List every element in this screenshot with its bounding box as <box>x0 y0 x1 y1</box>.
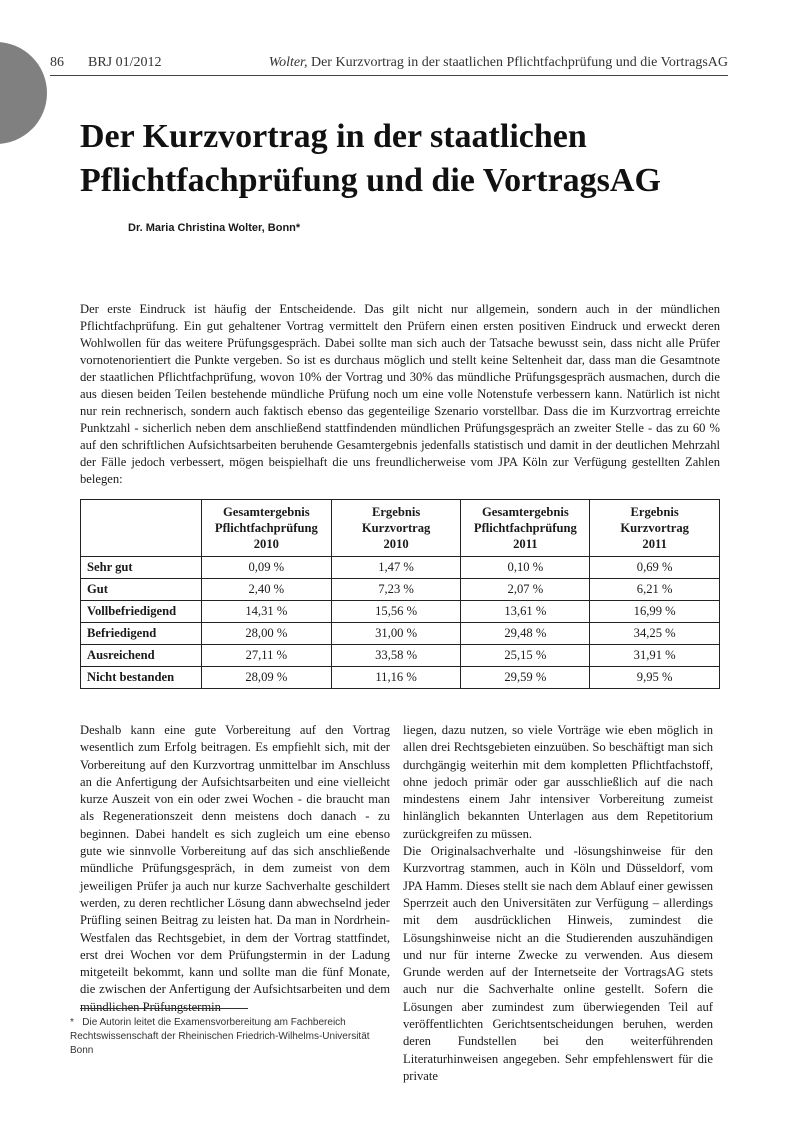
table-cell: 7,23 % <box>331 579 461 601</box>
header-talk-2011: Ergebnis Kurzvortrag 2011 <box>590 500 720 557</box>
header-talk-2010: Ergebnis Kurzvortrag 2010 <box>331 500 461 557</box>
table-row <box>81 645 720 667</box>
row-label: Nicht bestanden <box>81 667 202 689</box>
body-column-left: Deshalb kann eine gute Vorbereitung auf den Vortrag wesentlich zum Erfolg beitragen. Es empfiehlt sich, mit der Vorbereitung auf den Kurzvortrag unmittelbar im Anschluss an die Anfertigung der Aufsichtsarbeiten und eine vielleicht kurze Auszeit von ein oder zwei Wochen - die braucht man als Regenerationszeit denn meistens doch danach - zu beginnen. Dabei handelt es sich zugleich um eine ebenso gute wie sinnvolle Vorbereitung auf das sich anschließende mündliche Prüfungsgespräch, in dem zumeist von dem jeweiligen Prüfer ja auch nur kurze Sachverhalte geschildert werden, zu deren rechtlicher Lösung dann abwechselnd jeder Prüfling seinen Beitrag zu leisten hat. Da man in Nordrhein-Westfalen das Rechtsgebiet, in dem der Vortrag stattfindet, erst drei Wochen vor dem Prüfungstermin in der Ladung mitgeteilt bekommt, kann und sollte man die fünf Monate, die zwischen der Anfertigung der Aufsichtsarbeiten und dem mündlichen Prüfungstermin <box>80 723 390 1014</box>
right-paragraph-1: liegen, dazu nutzen, so viele Vorträge wie eben möglich in allen drei Rechtsgebieten einzuüben. So beschäftigt man sich durchgängig weiterhin mit dem kompletten Pflichtfachstoff, ohne jedoch primär oder gar ausschließlich auf die nach mindestens einem Jahr intensiver Vorbereitung zumeist hinlänglich bekannten Unterlagen aus dem Repetitorium zurückgreifen zu müssen. <box>403 723 713 841</box>
table-cell: 15,56 % <box>331 601 461 623</box>
table-cell: 0,09 % <box>201 557 331 579</box>
table-row <box>81 601 720 623</box>
article-title <box>80 115 740 203</box>
footnote-mark: * <box>70 1017 74 1028</box>
row-label: Sehr gut <box>81 557 202 579</box>
table-cell: 16,99 % <box>590 601 720 623</box>
table-cell: 33,58 % <box>331 645 461 667</box>
table-cell: 6,21 % <box>590 579 720 601</box>
table-cell: 1,47 % <box>331 557 461 579</box>
footnote-rule <box>80 1008 248 1009</box>
table-cell: 31,91 % <box>590 645 720 667</box>
table-cell: 28,09 % <box>201 667 331 689</box>
table-cell: 34,25 % <box>590 623 720 645</box>
running-title-text: Der Kurzvortrag in der staatlichen Pflichtfachprüfung und die VortragsAG <box>307 55 728 70</box>
table-cell: 25,15 % <box>461 645 590 667</box>
page-number: 86 <box>50 55 64 70</box>
table-row <box>81 557 720 579</box>
footnote <box>70 1016 390 1058</box>
table-cell: 29,48 % <box>461 623 590 645</box>
table-cell: 0,10 % <box>461 557 590 579</box>
table-cell: 27,11 % <box>201 645 331 667</box>
right-paragraph-2: Die Originalsachverhalte und -lösungshinweise für den Kurzvortrag stammen, auch in Köln und Düsseldorf, vom JPA Hamm. Dieses stellt sie nach dem Ablauf einer gewissen Sperrzeit auch den Universitäten zur Verfügung – allerdings mit dem ausdrücklichen Hinweis, zumindest die Lösungshinweise nicht an die Studierenden auszuhändigen und nur für interne Zwecke zu verwenden. Aus diesem Grunde werden auf der Internetseite der VortragsAG stets auch nur die Sachverhalte online gestellt. Sofern die Lösungen aber zumindest zum überwiegenden Teil auf veröffentlichten Gerichtsentscheidungen beruhen, werden deren Fundstellen bei den weiterführenden Literaturhinweisen angegeben. Sehr empfehlenswert für die private <box>403 844 713 1083</box>
table-cell: 0,69 % <box>590 557 720 579</box>
table-cell: 2,40 % <box>201 579 331 601</box>
intro-paragraph: Der erste Eindruck ist häufig der Entscheidende. Das gilt nicht nur allgemein, sondern auch in der mündlichen Pflichtfachprüfung. Ein gut gehaltener Vortrag vermittelt den Prüfern einen ersten positiven Eindruck und erweckt deren Wohlwollen für das weitere Prüfungsgespräch. Dabei sollte man sich auch der Tatsache bewusst sein, dass nicht alle Prüfer vornotenorientiert die Punkte vergeben. So ist es durchaus möglich und stellt keine Seltenheit dar, dass man die Gesamtnote der staatlichen Pflichtfachprüfung, wovon 10% der Vortrag und 30% das mündliche Prüfungsgespräch ausmachen, durch die aus diesen beiden Teilen bestehende mündliche Prüfung noch um eine volle Notenstufe verbessern kann. Natürlich ist nicht nur rein rechnerisch, sondern auch faktisch ebenso das gegenteilige Szenario vorstellbar. Dass die im Kurzvortrag erreichte Punktzahl - sicherlich neben dem anschließend stattfindenden mündlichen Prüfungsgespräch an zweiter Stelle - das zu 60 % auf den schriftlichen Aufsichtsarbeiten beruhende Gesamtergebnis jedenfalls statistisch und damit in der deutlichen Mehrzahl der Fälle jedoch verbessert, mögen beispielhaft die uns freundlicherweise vom JPA Köln zur Verfügung gestellten Zahlen belegen: <box>80 302 720 486</box>
table-cell: 29,59 % <box>461 667 590 689</box>
table-cell: 9,95 % <box>590 667 720 689</box>
row-label: Vollbefriedigend <box>81 601 202 623</box>
row-label: Gut <box>81 579 202 601</box>
table-cell: 28,00 % <box>201 623 331 645</box>
table-cell: 14,31 % <box>201 601 331 623</box>
table-row <box>81 623 720 645</box>
table-cell: 31,00 % <box>331 623 461 645</box>
results-table <box>80 499 720 689</box>
table-row <box>81 667 720 689</box>
table-cell: 2,07 % <box>461 579 590 601</box>
header-empty-cell <box>81 500 202 557</box>
header-total-2011: Gesamtergebnis Pflichtfachprüfung 2011 <box>461 500 590 557</box>
page-tab-marker <box>0 42 47 144</box>
row-label: Ausreichend <box>81 645 202 667</box>
table-cell: 11,16 % <box>331 667 461 689</box>
table-row <box>81 579 720 601</box>
header-total-2010: Gesamtergebnis Pflichtfachprüfung 2010 <box>201 500 331 557</box>
body-column-right <box>403 722 713 1085</box>
author-line: Dr. Maria Christina Wolter, Bonn* <box>128 222 301 234</box>
title-line-1: Der Kurzvortrag in der staatlichen <box>80 118 587 155</box>
running-author: Wolter, <box>268 55 308 70</box>
journal-issue: BRJ 01/2012 <box>88 55 162 70</box>
table-cell: 13,61 % <box>461 601 590 623</box>
title-line-2: Pflichtfachprüfung und die VortragsAG <box>80 162 661 199</box>
footnote-text: Die Autorin leitet die Examensvorbereitung am Fachbereich Rechtswissenschaft der Rheinischen Friedrich-Wilhelms-Universität Bonn <box>70 1017 370 1056</box>
header-rule <box>50 75 728 76</box>
table-header-row <box>81 500 720 557</box>
row-label: Befriedigend <box>81 623 202 645</box>
running-title <box>269 55 728 71</box>
